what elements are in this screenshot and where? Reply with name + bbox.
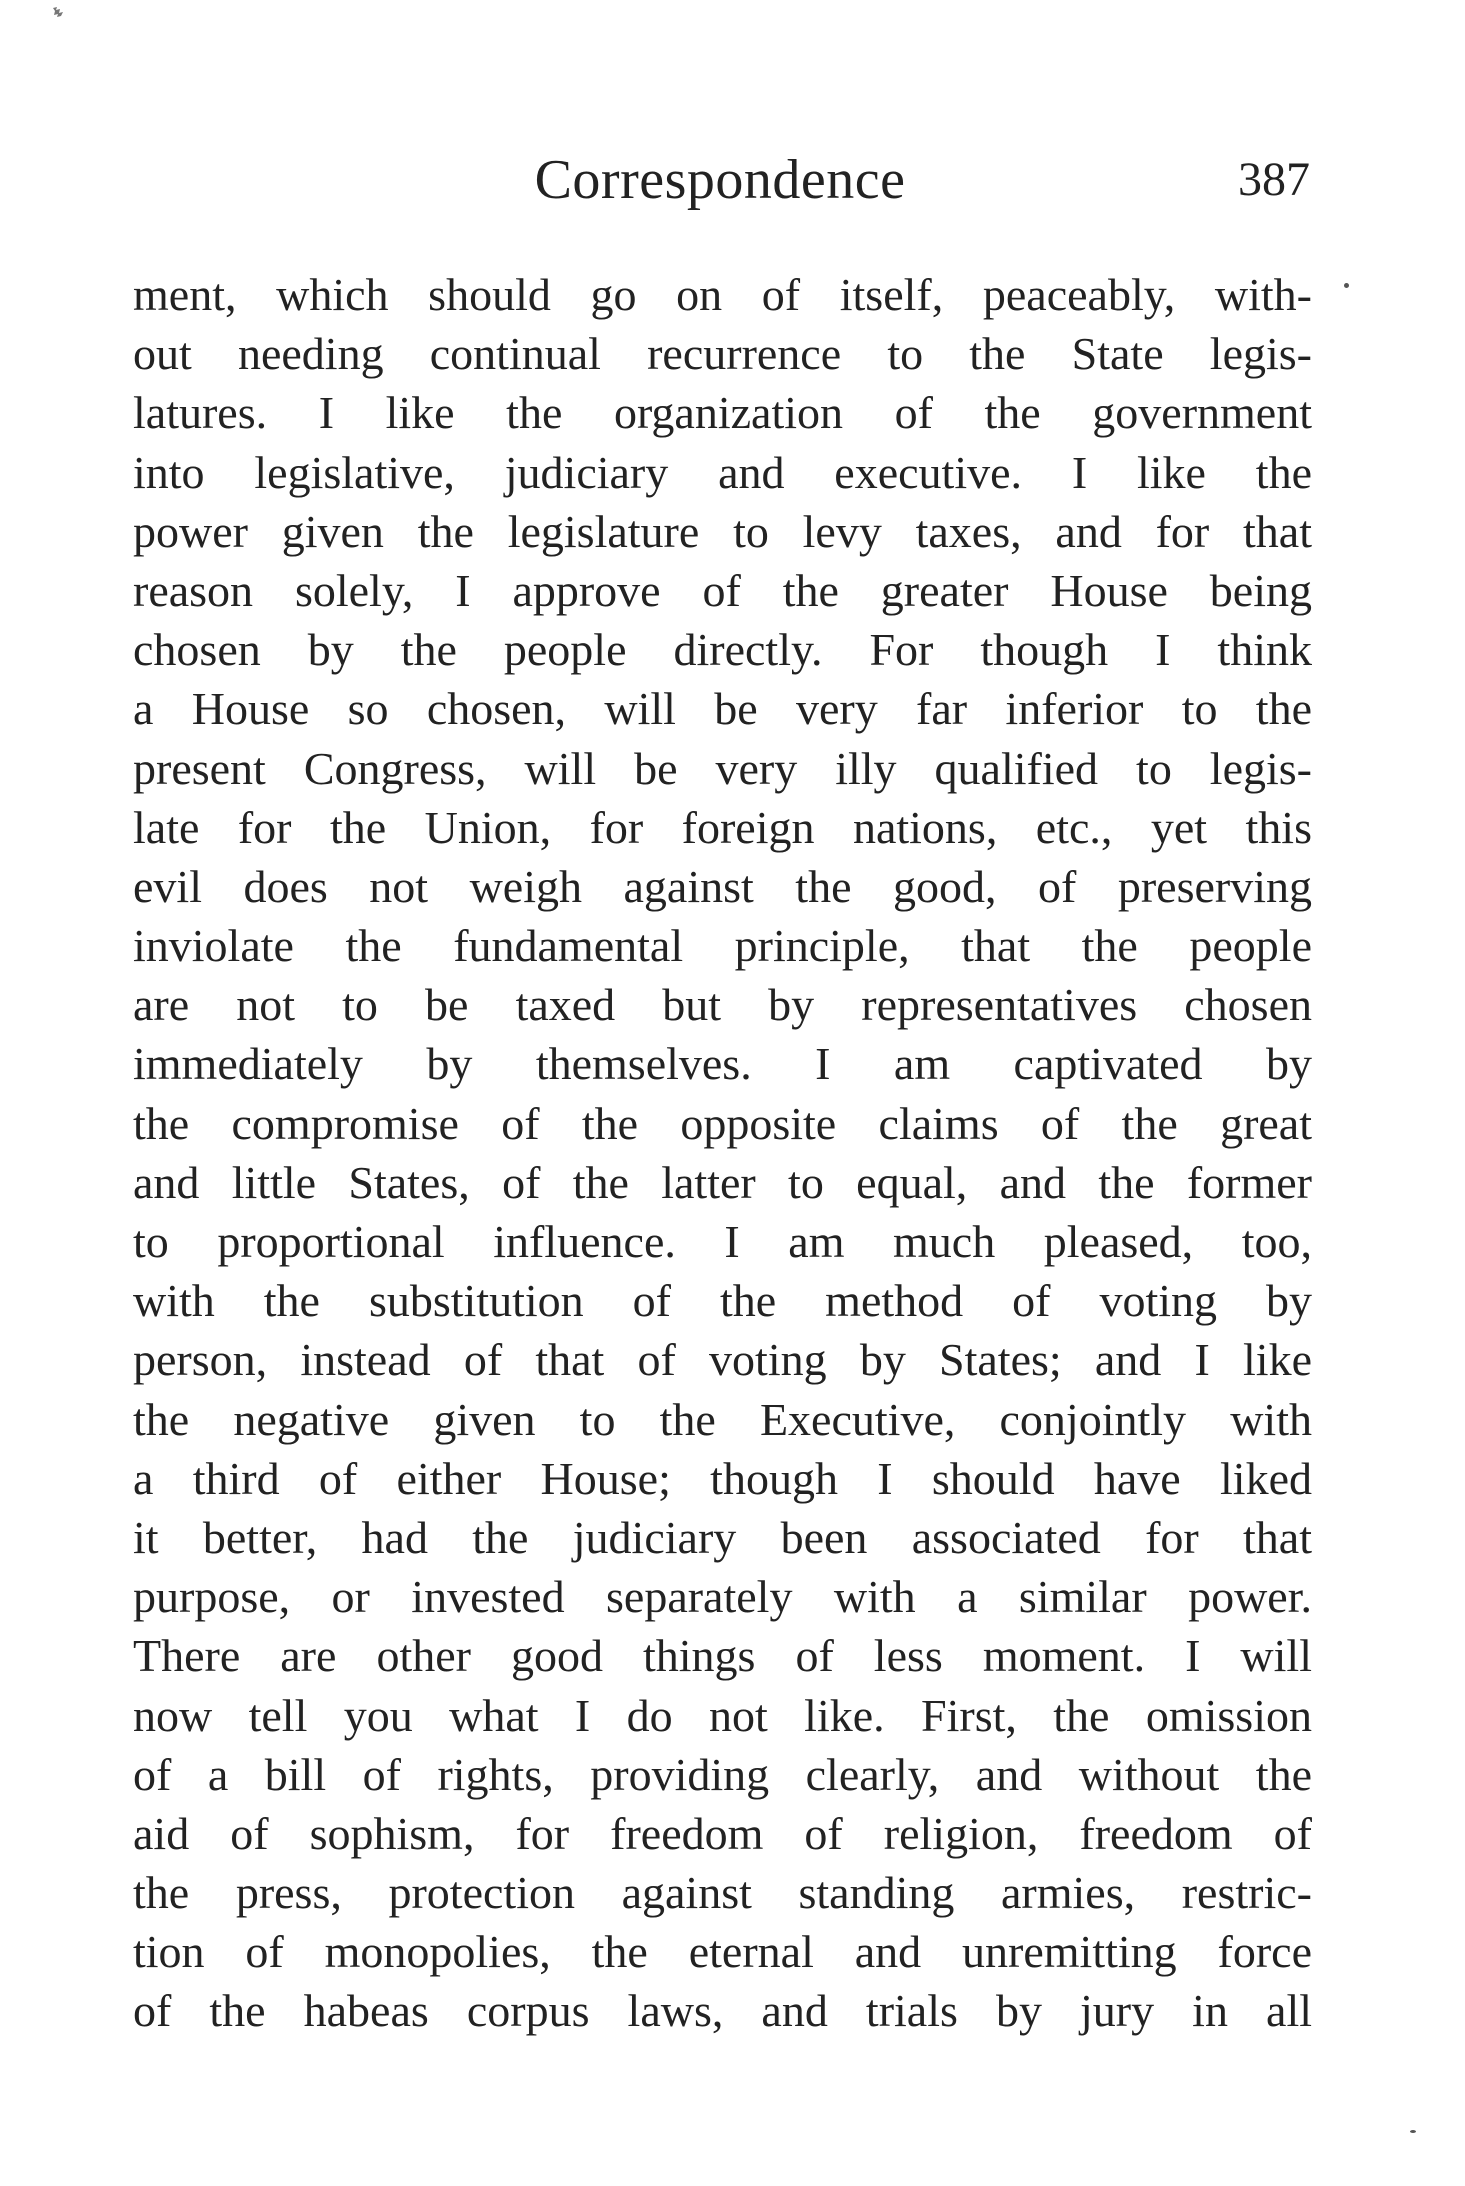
text-line: purpose, or invested separately with a similar power.: [133, 1571, 1312, 1623]
text-line: reason solely, I approve of the greater House being: [133, 564, 1312, 616]
text-line: chosen by the people directly. For though I think: [133, 624, 1312, 676]
text-line: now tell you what I do not like. First, the omission: [133, 1689, 1312, 1741]
text-line: late for the Union, for foreign nations, etc., yet this: [133, 801, 1312, 853]
text-line: a House so chosen, will be very far inferior to the: [133, 683, 1312, 735]
text-line: are not to be taxed but by representatives chosen: [133, 979, 1312, 1031]
page-number: 387: [1238, 153, 1310, 206]
text-line: present Congress, will be very illy qualified to legis-: [133, 742, 1312, 794]
text-line: of a bill of rights, providing clearly, and without the: [133, 1748, 1312, 1800]
running-head: [130, 140, 1310, 220]
text-line: latures. I like the organization of the government: [133, 387, 1312, 439]
text-line: evil does not weigh against the good, of preserving: [133, 860, 1312, 912]
text-line: immediately by themselves. I am captivated by: [133, 1038, 1312, 1090]
text-line: person, instead of that of voting by States; and I like: [133, 1334, 1312, 1386]
chapter-title: Correspondence: [534, 149, 906, 211]
text-line: the press, protection against standing armies, restric-: [133, 1867, 1312, 1919]
text-line: out needing continual recurrence to the State legis-: [133, 328, 1312, 380]
scan-dot: [1344, 283, 1349, 288]
text-line: into legislative, judiciary and executive. I like the: [133, 446, 1312, 498]
text-line: tion of monopolies, the eternal and unremitting force: [133, 1926, 1312, 1978]
text-line: power given the legislature to levy taxes, and for that: [133, 505, 1312, 557]
text-line: it better, had the judiciary been associated for that: [133, 1511, 1312, 1563]
text-line: aid of sophism, for freedom of religion, freedom of: [133, 1807, 1312, 1859]
text-line: with the substitution of the method of voting by: [133, 1275, 1312, 1327]
body-text: [133, 265, 1312, 2041]
text-line: to proportional influence. I am much pleased, too,: [133, 1216, 1312, 1267]
text-line: ment, which should go on of itself, peaceably, with-: [133, 269, 1312, 320]
text-line: and little States, of the latter to equal, and the former: [133, 1156, 1312, 1208]
text-line: a third of either House; though I should have liked: [133, 1452, 1312, 1504]
scan-speck-icon: [52, 6, 64, 18]
scan-dot: [1410, 2130, 1416, 2133]
text-line: the compromise of the opposite claims of the great: [133, 1097, 1312, 1149]
text-line: the negative given to the Executive, conjointly with: [133, 1393, 1312, 1445]
text-line: There are other good things of less moment. I will: [133, 1630, 1312, 1682]
text-line: inviolate the fundamental principle, that the people: [133, 920, 1312, 972]
text-line: of the habeas corpus laws, and trials by jury in all: [133, 1985, 1312, 2037]
